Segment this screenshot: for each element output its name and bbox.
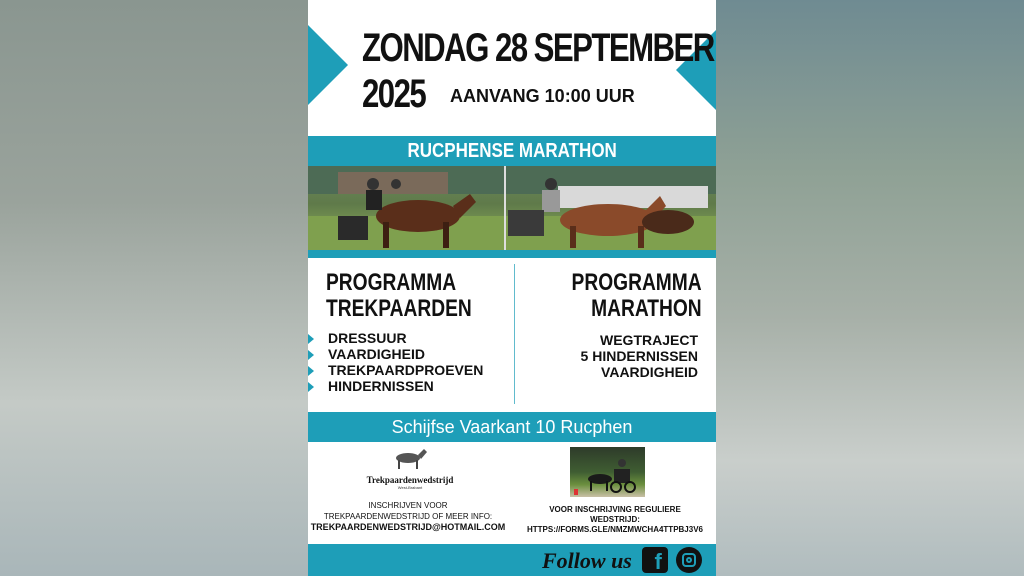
registration-url: HTTPS://FORMS.GLE/NMZMWCHA4TTPBJ3V6 <box>526 525 703 534</box>
start-time: AANVANG 10:00 UUR <box>450 86 635 106</box>
program-marathon-heading <box>572 270 702 322</box>
list-item: 5 HINDERNISSEN <box>580 348 698 364</box>
background-blur-right <box>715 0 1024 576</box>
info-left-line2: TREKPAARDENWEDSTRIJD OF MEER INFO: <box>323 512 493 521</box>
trekpaarden-logo <box>366 446 454 490</box>
background-blur-left <box>0 0 308 576</box>
event-date: ZONDAG 28 SEPTEMBER <box>362 26 714 70</box>
carriage-race-photo <box>570 447 645 497</box>
event-title-band <box>308 136 716 166</box>
instagram-icon <box>676 547 702 573</box>
program-trekpaarden-list <box>308 330 483 394</box>
photo-bottom-band <box>308 250 716 258</box>
list-item-label: TREKPAARDPROEVEN <box>328 362 484 378</box>
info-right-line1: VOOR INSCHRIJVING REGULIERE <box>549 505 681 514</box>
bullet-icon <box>308 334 314 344</box>
instagram-lens <box>686 557 692 563</box>
horse-photo-illustration <box>308 166 716 250</box>
program-right-heading-line2: MARATHON <box>591 295 702 322</box>
program-left-heading-line1: PROGRAMMA <box>326 269 457 296</box>
list-item-label: HINDERNISSEN <box>328 378 434 394</box>
list-item <box>308 362 483 378</box>
horse-carriage-photo <box>308 166 716 250</box>
list-item <box>308 346 483 362</box>
list-item <box>308 330 483 346</box>
facebook-icon: f <box>642 547 668 573</box>
event-year: 2025 <box>362 72 426 116</box>
list-item-label: VAARDIGHEID <box>328 346 425 362</box>
list-item: VAARDIGHEID <box>601 364 698 380</box>
event-address: Schijfse Vaarkant 10 Rucphen <box>391 416 633 437</box>
logo-title: Trekpaardenwedstrijd <box>366 475 454 485</box>
list-item: WEGTRAJECT <box>600 332 698 348</box>
list-item-label: DRESSUUR <box>328 330 407 346</box>
bullet-icon <box>308 366 314 376</box>
registration-info-right <box>514 505 716 535</box>
address-band <box>308 412 716 442</box>
program-right-heading-line1: PROGRAMMA <box>571 269 702 296</box>
logo-subtitle: West-Brabant <box>397 485 423 490</box>
event-poster <box>308 0 716 576</box>
bullet-icon <box>308 350 314 360</box>
list-item <box>308 378 483 394</box>
info-left-line1: INSCHRIJVEN VOOR <box>368 501 448 510</box>
program-marathon-list <box>581 332 698 380</box>
contact-email: TREKPAARDENWEDSTRIJD@HOTMAIL.COM <box>310 522 506 532</box>
event-title: RUCPHENSE MARATHON <box>407 139 617 162</box>
program-left-heading-line2: TREKPAARDEN <box>326 295 472 322</box>
left-triangle-decoration <box>308 25 348 105</box>
bullet-icon <box>308 382 314 392</box>
info-right-line2: WEDSTRIJD: <box>590 515 640 524</box>
follow-us-label: Follow us <box>542 548 632 573</box>
horse-logo-icon <box>390 446 430 470</box>
carriage-photo-illustration <box>570 447 645 497</box>
column-divider <box>514 264 515 404</box>
registration-info-left <box>308 500 508 533</box>
photo-divider <box>504 166 506 250</box>
program-trekpaarden-heading <box>326 270 472 322</box>
